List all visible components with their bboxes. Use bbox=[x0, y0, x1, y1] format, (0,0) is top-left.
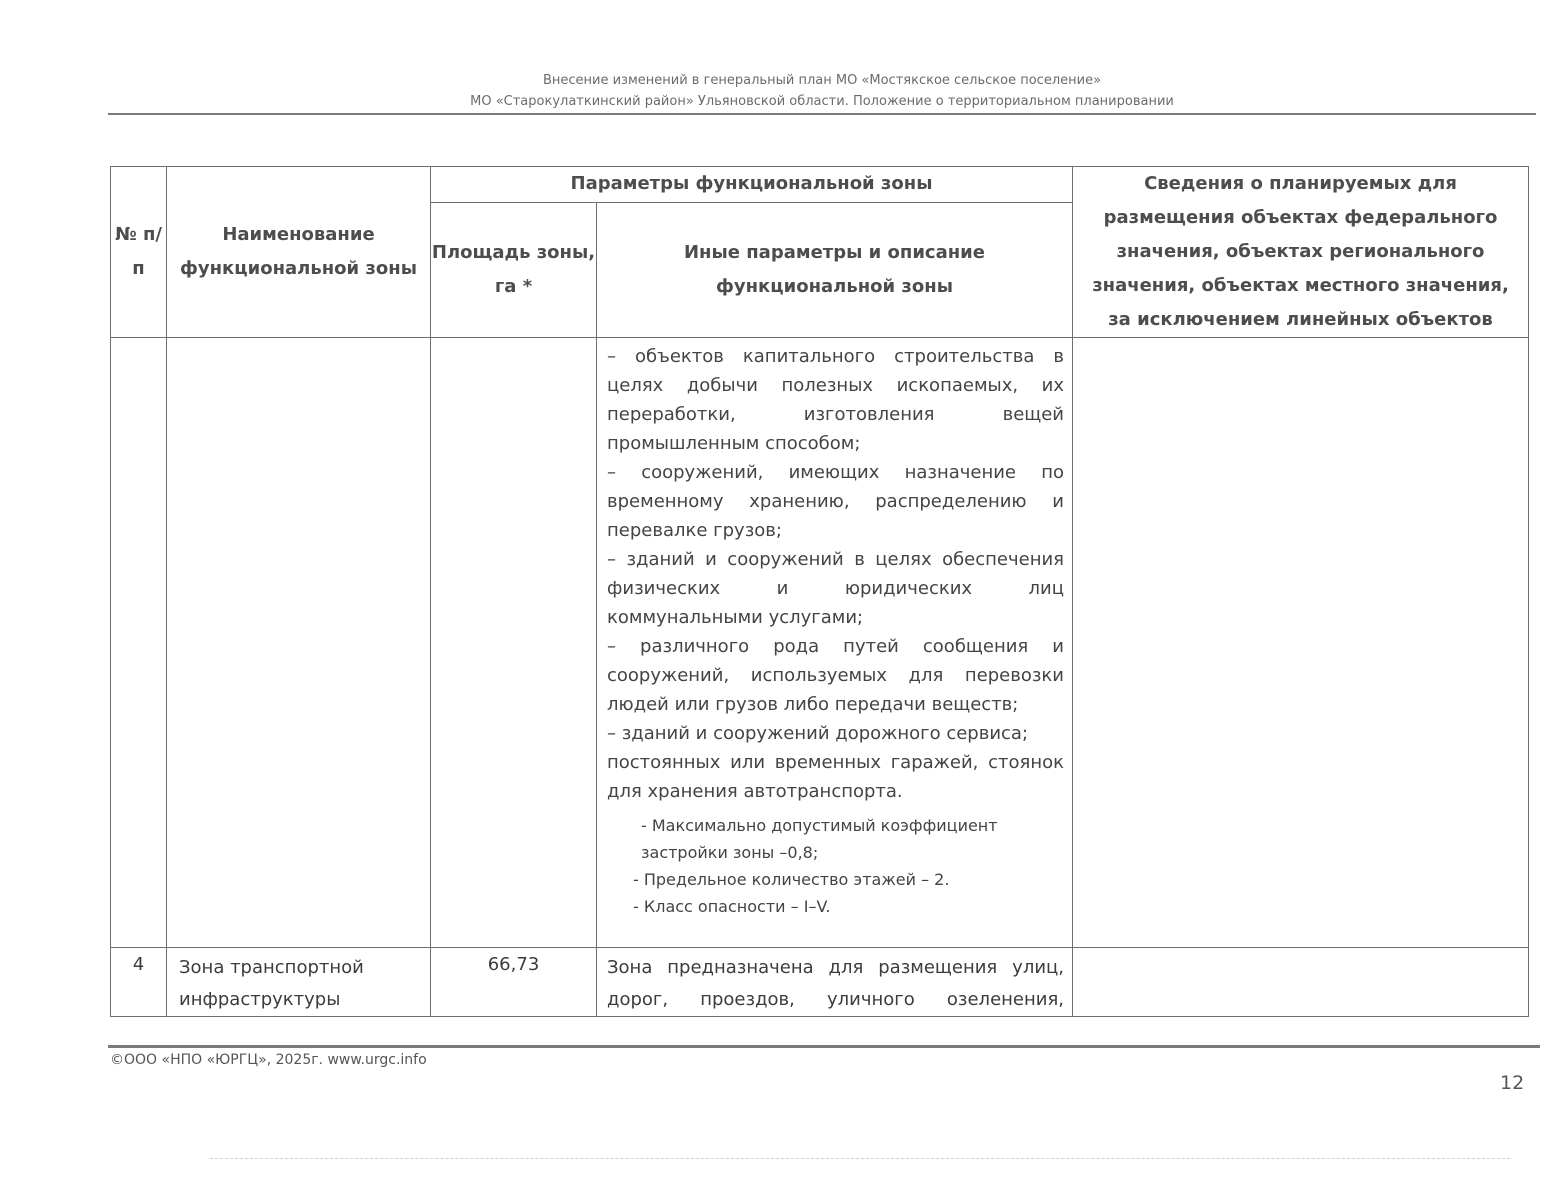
description-paragraph: – зданий и сооружений в целях обеспечения физических и юридических лиц коммунальными услугами; bbox=[607, 549, 1064, 628]
functional-zones-table bbox=[110, 166, 1529, 1017]
description-paragraph: – сооружений, имеющих назначение по временному хранению, распределению и перевалке грузов; bbox=[607, 462, 1064, 541]
description-paragraph: постоянных или временных гаражей, стоянок для хранения автотранспорта. bbox=[607, 752, 1064, 802]
header-zone-parameters: Параметры функциональной зоны bbox=[431, 167, 1073, 203]
row-number: 4 bbox=[111, 948, 167, 1017]
table-row bbox=[111, 948, 1529, 1017]
zone-planned-objects bbox=[1073, 948, 1529, 1017]
header-planned-objects: Сведения о планируемых для размещения объектах федерального значения, объектах регионального значения, объектах местного значения, за исключением линейных объектов bbox=[1073, 167, 1529, 338]
header-number: № п/п bbox=[111, 167, 167, 338]
description-paragraph: – различного рода путей сообщения и сооружений, используемых для перевозки людей или грузов либо передачи веществ; bbox=[607, 636, 1064, 715]
header-rule bbox=[108, 113, 1536, 115]
header-line-1: Внесение изменений в генеральный план МО «Мостякское сельское поселение» bbox=[542, 73, 1102, 88]
scan-artifact-line bbox=[210, 1158, 1510, 1159]
continuation-name-cell bbox=[167, 338, 431, 948]
document-header bbox=[108, 70, 1536, 112]
zone-area: 66,73 bbox=[431, 948, 597, 1017]
zone-name: Зона транспортной инфраструктуры bbox=[167, 948, 431, 1017]
continuation-area-cell bbox=[431, 338, 597, 948]
header-zone-area: Площадь зоны, га * bbox=[431, 202, 597, 337]
parameter-hazard-class: - Класс опасности – I–V. bbox=[633, 897, 831, 916]
footer-rule bbox=[108, 1045, 1540, 1048]
continuation-num-cell bbox=[111, 338, 167, 948]
parameter-floors: - Предельное количество этажей – 2. bbox=[633, 870, 950, 889]
continuation-info-cell bbox=[1073, 338, 1529, 948]
zone-description: Зона предназначена для размещения улиц, дорог, проездов, уличного озеленения, bbox=[597, 948, 1073, 1017]
table-row bbox=[111, 338, 1529, 948]
parameter-coefficient: - Максимально допустимый коэффициент застройки зоны –0,8; bbox=[641, 816, 998, 862]
header-zone-name: Наименование функциональной зоны bbox=[167, 167, 431, 338]
header-line-2: МО «Старокулаткинский район» Ульяновской области. Положение о территориальном планировании bbox=[470, 94, 1174, 109]
footer-copyright: ©ООО «НПО «ЮРГЦ», 2025г. www.urgc.info bbox=[110, 1052, 427, 1068]
header-other-parameters: Иные параметры и описание функциональной зоны bbox=[597, 202, 1073, 337]
page-number: 12 bbox=[1500, 1072, 1525, 1094]
continuation-description-cell bbox=[597, 338, 1073, 948]
description-paragraph: – объектов капитального строительства в целях добычи полезных ископаемых, их переработки, изготовления вещей промышленным способом; bbox=[607, 346, 1064, 454]
description-paragraph: – зданий и сооружений дорожного сервиса; bbox=[607, 723, 1029, 744]
